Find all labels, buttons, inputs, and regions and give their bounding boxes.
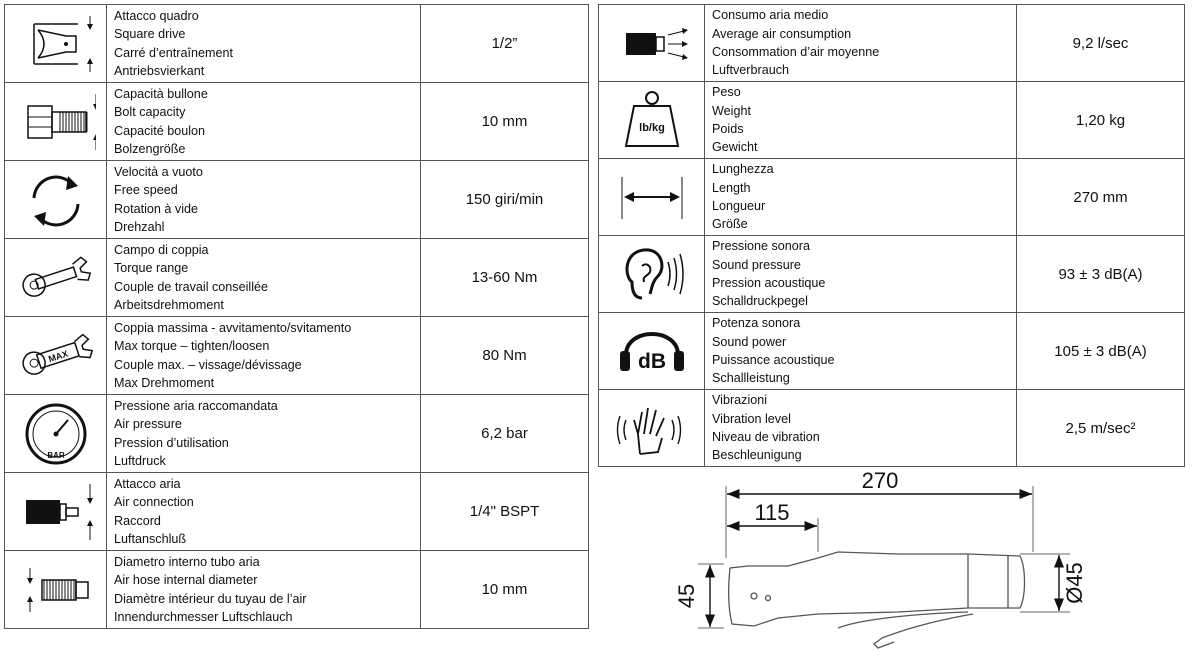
spec-label: Pression d’utilisation [114, 435, 229, 450]
spec-row [5, 395, 589, 473]
spec-icon-cell [5, 395, 107, 473]
spec-label: Puissance acoustique [712, 353, 835, 367]
spec-icon-cell [5, 161, 107, 239]
spec-label: Diamètre intérieur du tuyau de l’air [114, 591, 307, 606]
spec-row [599, 236, 1185, 313]
spec-label: Potenza sonora [712, 316, 801, 331]
spec-label: Peso [712, 85, 741, 100]
spec-icon-cell [599, 159, 705, 236]
spec-label: Couple max. – vissage/dévissage [114, 357, 302, 372]
spec-label: Luftdruck [114, 453, 166, 468]
spec-value: 105 ± 3 dB(A) [1017, 313, 1185, 390]
spec-label: Weight [712, 103, 751, 118]
spec-icon-cell [5, 317, 107, 395]
spec-label: Velocità a vuoto [114, 164, 203, 179]
spec-label: Sound power [712, 334, 787, 349]
spec-label: Lunghezza [712, 162, 774, 177]
spec-label: Vibration level [712, 411, 791, 426]
spec-label: Attacco aria [114, 476, 181, 491]
spec-label: Average air consumption [712, 26, 852, 41]
spec-row [5, 317, 589, 395]
spec-label: Luftverbrauch [712, 63, 790, 78]
spec-label-cell [705, 5, 1017, 82]
headphones-db-icon [612, 313, 692, 389]
wrench-icon [16, 240, 96, 316]
spec-value: 10 mm [421, 551, 589, 629]
spec-value: 93 ± 3 dB(A) [1017, 236, 1185, 313]
spec-label-cell [107, 239, 421, 317]
spec-value: 2,5 m/sec² [1017, 390, 1185, 467]
spec-label-cell [705, 82, 1017, 159]
weight-icon-text: lb/kg [638, 122, 665, 134]
spec-label: Vibrazioni [712, 393, 768, 408]
spec-label: Capacité boulon [114, 123, 206, 138]
spec-label: Pressione aria raccomandata [114, 398, 278, 413]
spec-label: Attacco quadro [114, 8, 199, 23]
spec-label: Sound pressure [712, 257, 801, 272]
spec-label-cell [705, 159, 1017, 236]
spec-label: Schalldruckpegel [712, 294, 808, 309]
spec-icon-cell [599, 236, 705, 313]
spec-icon-cell [5, 551, 107, 629]
spec-label: Max torque – tighten/loosen [114, 339, 270, 354]
ratchet-dimension-drawing [668, 468, 1098, 654]
spec-label: Campo di coppia [114, 242, 209, 257]
left-spec-table [4, 4, 589, 629]
spec-row [599, 313, 1185, 390]
spec-row [599, 390, 1185, 467]
ratchet-outline [729, 552, 1025, 648]
spec-label: Antriebsvierkant [114, 63, 205, 78]
spec-icon-cell [599, 82, 705, 159]
right-spec-table [598, 4, 1185, 467]
bolt-capacity-icon [16, 84, 96, 160]
wrench-max-icon [16, 318, 96, 394]
spec-value: 270 mm [1017, 159, 1185, 236]
spec-row [5, 161, 589, 239]
spec-row [599, 5, 1185, 82]
spec-label: Torque range [114, 261, 189, 276]
spec-row [5, 473, 589, 551]
spec-icon-cell [5, 239, 107, 317]
spec-label: Length [712, 180, 751, 195]
spec-label-cell [107, 395, 421, 473]
spec-value: 150 giri/min [421, 161, 589, 239]
ear-icon [612, 236, 692, 312]
spec-value: 80 Nm [421, 317, 589, 395]
spec-label: Free speed [114, 183, 178, 198]
spec-label: Bolt capacity [114, 105, 186, 120]
spec-label: Consumo aria medio [712, 8, 829, 23]
max-icon-text: MAX [46, 347, 69, 364]
spec-label: Square drive [114, 27, 186, 42]
db-icon-text: dB [637, 350, 666, 373]
square-drive-icon [16, 6, 96, 82]
dim-diameter: Ø45 [1062, 562, 1087, 604]
air-connection-icon [16, 474, 96, 550]
spec-label: Gewicht [712, 140, 758, 155]
spec-icon-cell [599, 390, 705, 467]
spec-label: Diametro interno tubo aria [114, 554, 260, 569]
bar-icon-text: BAR [46, 450, 65, 460]
spec-label: Pressione sonora [712, 239, 811, 254]
spec-label: Max Drehmoment [114, 375, 215, 390]
spec-row [5, 239, 589, 317]
spec-label: Rotation à vide [114, 201, 199, 216]
spec-label: Carré d’entraînement [114, 45, 234, 60]
spec-label: Bolzengröße [114, 141, 186, 156]
spec-icon-cell [5, 473, 107, 551]
spec-label: Niveau de vibration [712, 430, 820, 444]
spec-row [5, 83, 589, 161]
spec-label: Longueur [712, 199, 766, 213]
spec-label: Air pressure [114, 417, 182, 432]
dim-height: 45 [674, 583, 699, 609]
dim-head-length: 115 [754, 500, 790, 525]
hose-diameter-icon [16, 552, 96, 628]
spec-label: Beschleunigung [712, 448, 802, 463]
spec-row [599, 159, 1185, 236]
spec-label-cell [107, 5, 421, 83]
spec-value: 1/4" BSPT [421, 473, 589, 551]
spec-row [5, 551, 589, 629]
spec-label-cell [107, 161, 421, 239]
spec-label: Pression acoustique [712, 276, 826, 290]
spec-value: 6,2 bar [421, 395, 589, 473]
spec-icon-cell [599, 5, 705, 82]
spec-label: Schallleistung [712, 371, 790, 386]
spec-label-cell [705, 390, 1017, 467]
spec-value: 13-60 Nm [421, 239, 589, 317]
spec-label: Größe [712, 217, 748, 232]
spec-label: Coppia massima - avvitamento/svitamento [114, 320, 352, 335]
spec-label: Raccord [114, 513, 161, 528]
rotation-arrows-icon [16, 162, 96, 238]
weight-icon [612, 82, 692, 158]
spec-row [599, 82, 1185, 159]
spec-icon-cell [599, 313, 705, 390]
spec-label-cell [107, 317, 421, 395]
spec-label: Consommation d’air moyenne [712, 45, 880, 59]
spec-label: Air hose internal diameter [114, 573, 258, 588]
spec-value: 1,20 kg [1017, 82, 1185, 159]
spec-label-cell [705, 236, 1017, 313]
spec-label: Couple de travail conseillée [114, 279, 269, 294]
spec-label: Drehzahl [114, 219, 165, 234]
spec-value: 9,2 l/sec [1017, 5, 1185, 82]
dim-overall-length: 270 [861, 468, 899, 493]
spec-label: Poids [712, 122, 744, 136]
spec-row [5, 5, 589, 83]
spec-label: Luftanschluß [114, 531, 187, 546]
spec-label: Arbeitsdrehmoment [114, 297, 224, 312]
spec-label-cell [107, 83, 421, 161]
spec-label: Air connection [114, 495, 194, 510]
spec-label-cell [705, 313, 1017, 390]
air-consumption-icon [612, 5, 692, 81]
spec-icon-cell [5, 5, 107, 83]
pressure-gauge-icon [16, 396, 96, 472]
spec-label-cell [107, 551, 421, 629]
length-arrow-icon [612, 159, 692, 235]
spec-value: 1/2” [421, 5, 589, 83]
spec-icon-cell [5, 83, 107, 161]
spec-label-cell [107, 473, 421, 551]
spec-label: Innendurchmesser Luftschlauch [114, 609, 293, 624]
spec-value: 10 mm [421, 83, 589, 161]
spec-label: Capacità bullone [114, 86, 208, 101]
vibration-hand-icon [612, 390, 692, 466]
